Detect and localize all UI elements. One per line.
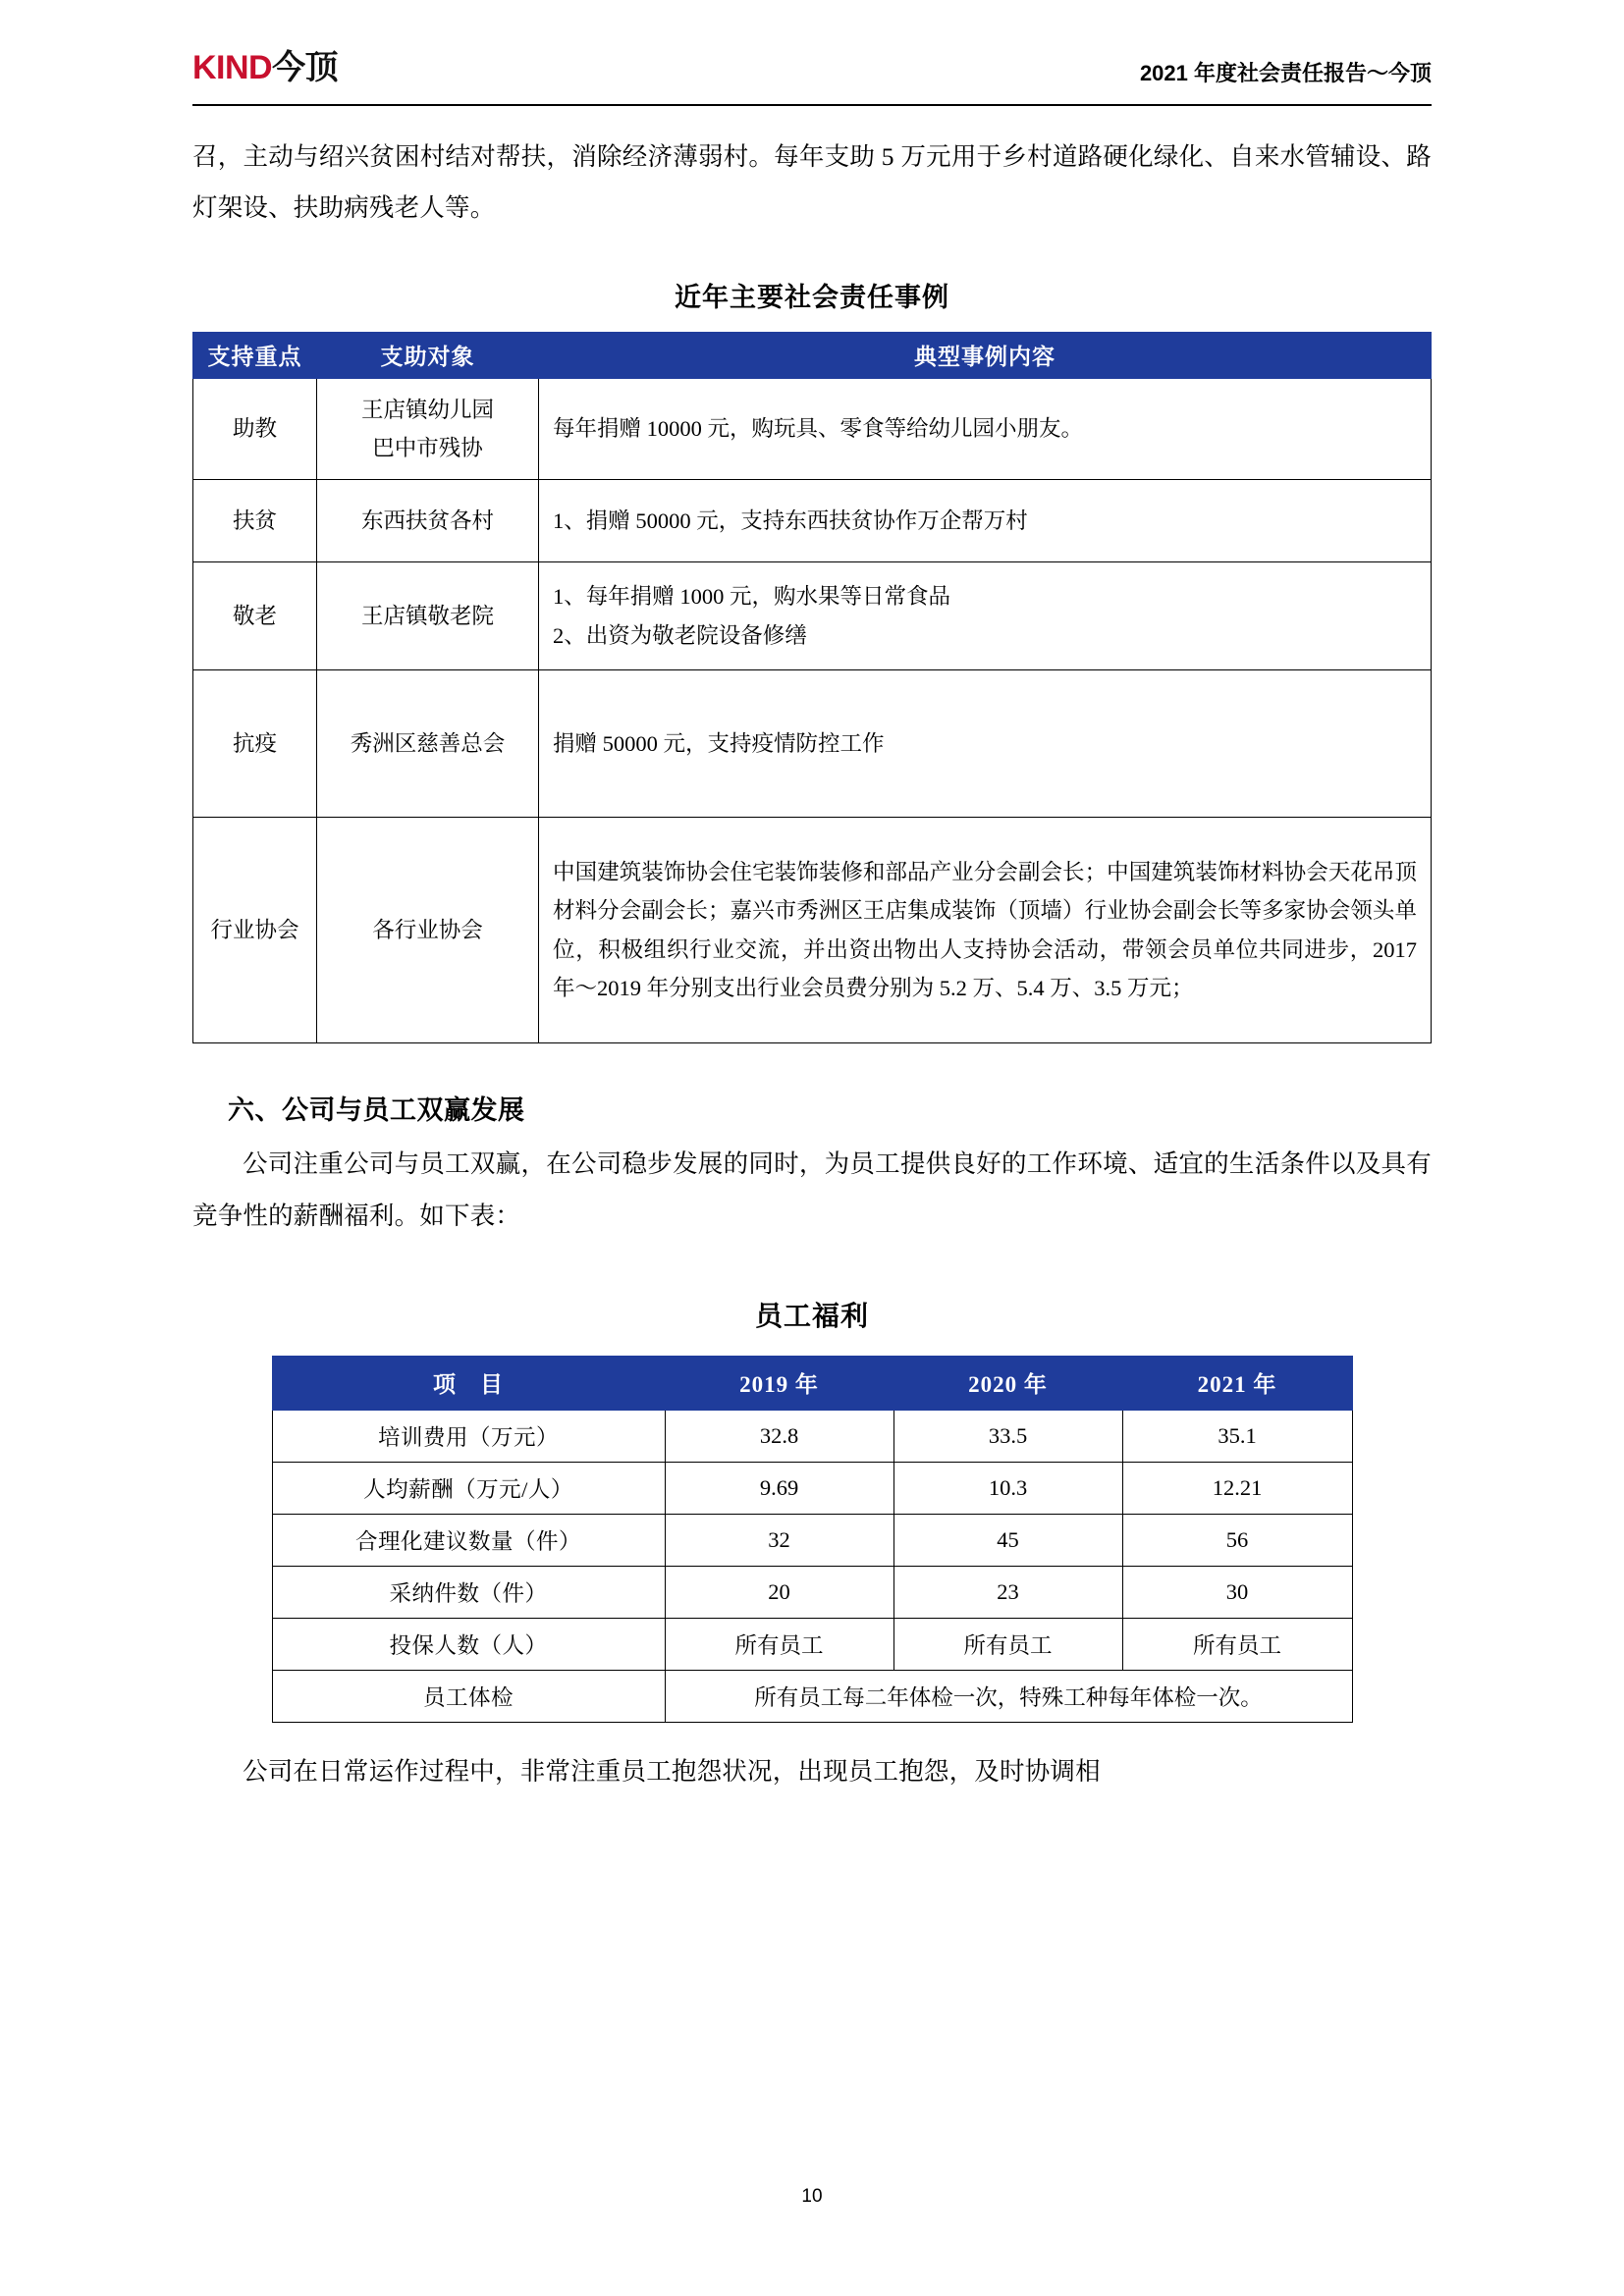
- table-row: [193, 818, 1432, 1043]
- table2-cell-2021: 56: [1122, 1514, 1352, 1566]
- table2-cell-2021: 30: [1122, 1566, 1352, 1618]
- table1-header-target: 支助对象: [317, 332, 539, 378]
- target-line: 王店镇幼儿园: [360, 397, 494, 422]
- table-row: [272, 1514, 1352, 1566]
- table2-cell-2020: 所有员工: [893, 1618, 1122, 1670]
- table2-row-label: 人均薪酬（万元/人）: [272, 1462, 665, 1514]
- table2-cell-2019: 32: [665, 1514, 893, 1566]
- table-row: [272, 1566, 1352, 1618]
- section-heading: 六、公司与员工双赢发展: [228, 1095, 525, 1126]
- table-row: [272, 1618, 1352, 1670]
- table2-header-2019: 2019 年: [665, 1356, 893, 1410]
- table2-cell-2020: 33.5: [893, 1410, 1122, 1462]
- table2-cell-2021: 35.1: [1122, 1410, 1352, 1462]
- page-header: [192, 27, 1432, 106]
- table-row: [272, 1670, 1352, 1722]
- paragraph-complaints: 公司在日常运作过程中，非常注重员工抱怨状况，出现员工抱怨，及时协调相: [243, 1756, 1101, 1786]
- table2-header-row: [272, 1356, 1352, 1410]
- table1-title: 近年主要社会责任事例: [675, 282, 949, 312]
- table2-header-2021: 2021 年: [1122, 1356, 1352, 1410]
- logo-chinese-text: 今顶: [272, 49, 339, 86]
- table2-cell-2019: 所有员工: [665, 1618, 893, 1670]
- table1-cell-target: 东西扶贫各村: [317, 480, 539, 562]
- table2-cell-2021: 12.21: [1122, 1462, 1352, 1514]
- logo-kind-text: KIND: [192, 49, 273, 86]
- table-row: [272, 1462, 1352, 1514]
- table1-cell-content: [539, 562, 1432, 670]
- table2-title: 员工福利: [754, 1301, 869, 1332]
- table-row: [193, 378, 1432, 480]
- table1-cell-target: 秀洲区慈善总会: [317, 670, 539, 818]
- social-responsibility-table: [192, 332, 1432, 1044]
- table2-row-label: 投保人数（人）: [272, 1618, 665, 1670]
- table1-cell-content: [539, 378, 1432, 480]
- table1-cell-target: [317, 378, 539, 480]
- table2-row-label: 员工体检: [272, 1670, 665, 1722]
- table1-cell-content: 中国建筑装饰协会住宅装饰装修和部品产业分会副会长；中国建筑装饰材料协会天花吊顶材料分会副会长；嘉兴市秀洲区王店集成装饰（顶墙）行业协会副会长等多家协会领头单位，积极组织行业交流，并出资出物出人支持协会活动，带领会员单位共同进步，2017 年～2019 年分别支出行业会员费分别为 5.2 万、5.4 万、3.5 万元；: [539, 818, 1432, 1043]
- table1-cell-content: [539, 670, 1432, 818]
- table2-cell-2020: 10.3: [893, 1462, 1122, 1514]
- table2-cell-2021: 所有员工: [1122, 1618, 1352, 1670]
- table-row: [193, 670, 1432, 818]
- content-line: 捐赠 50000 元，支持疫情防控工作: [553, 731, 885, 757]
- company-logo: [192, 51, 338, 84]
- table2-cell-2019: 9.69: [665, 1462, 893, 1514]
- table2-cell-2020: 45: [893, 1514, 1122, 1566]
- table1-cell-content: [539, 480, 1432, 562]
- table1-header-focus: 支持重点: [193, 332, 317, 378]
- table1-header-row: [193, 332, 1432, 378]
- content-line: 1、每年捐赠 1000 元，购水果等日常食品: [553, 584, 951, 610]
- table1-cell-focus: 抗疫: [193, 670, 317, 818]
- table2-cell-2019: 32.8: [665, 1410, 893, 1462]
- table1-cell-target: 各行业协会: [317, 818, 539, 1043]
- table2-cell-2019: 20: [665, 1566, 893, 1618]
- paragraph-employee-winwin: 公司注重公司与员工双赢，在公司稳步发展的同时，为员工提供良好的工作环境、适宜的生活条件以及具有竞争性的薪酬福利。如下表：: [192, 1149, 1432, 1230]
- paragraph-continuation: 召，主动与绍兴贫困村结对帮扶，消除经济薄弱村。每年支助 5 万元用于乡村道路硬化绿化、自来水管辅设、路灯架设、扶助病残老人等。: [192, 142, 1432, 223]
- table2-row-label: 培训费用（万元）: [272, 1410, 665, 1462]
- content-line: 1、捐赠 50000 元，支持东西扶贫协作万企帮万村: [553, 508, 1028, 534]
- table1-cell-focus: 扶贫: [193, 480, 317, 562]
- employee-benefits-table: [272, 1356, 1353, 1723]
- table-row: [272, 1410, 1352, 1462]
- page-content: [192, 0, 1432, 1797]
- table2-row-label: 合理化建议数量（件）: [272, 1514, 665, 1566]
- table2-header-2020: 2020 年: [893, 1356, 1122, 1410]
- content-line: 2、出资为敬老院设备修缮: [553, 622, 807, 648]
- table1-cell-target: 王店镇敬老院: [317, 562, 539, 670]
- header-title: 2021 年度社会责任报告～今顶: [1139, 61, 1432, 85]
- table2-row-label: 采纳件数（件）: [272, 1566, 665, 1618]
- table-row: [193, 562, 1432, 670]
- content-line: 每年捐赠 10000 元，购玩具、零食等给幼儿园小朋友。: [553, 416, 1084, 442]
- table-row: [193, 480, 1432, 562]
- table1-cell-focus: 助教: [193, 378, 317, 480]
- page-number: 10: [801, 2186, 823, 2207]
- target-line: 巴中市残协: [372, 435, 483, 460]
- table1-cell-focus: 行业协会: [193, 818, 317, 1043]
- table2-header-item: 项 目: [272, 1356, 665, 1410]
- table2-cell-merged: 所有员工每二年体检一次，特殊工种每年体检一次。: [665, 1670, 1352, 1722]
- table2-cell-2020: 23: [893, 1566, 1122, 1618]
- table1-cell-focus: 敬老: [193, 562, 317, 670]
- table1-header-content: 典型事例内容: [539, 332, 1432, 378]
